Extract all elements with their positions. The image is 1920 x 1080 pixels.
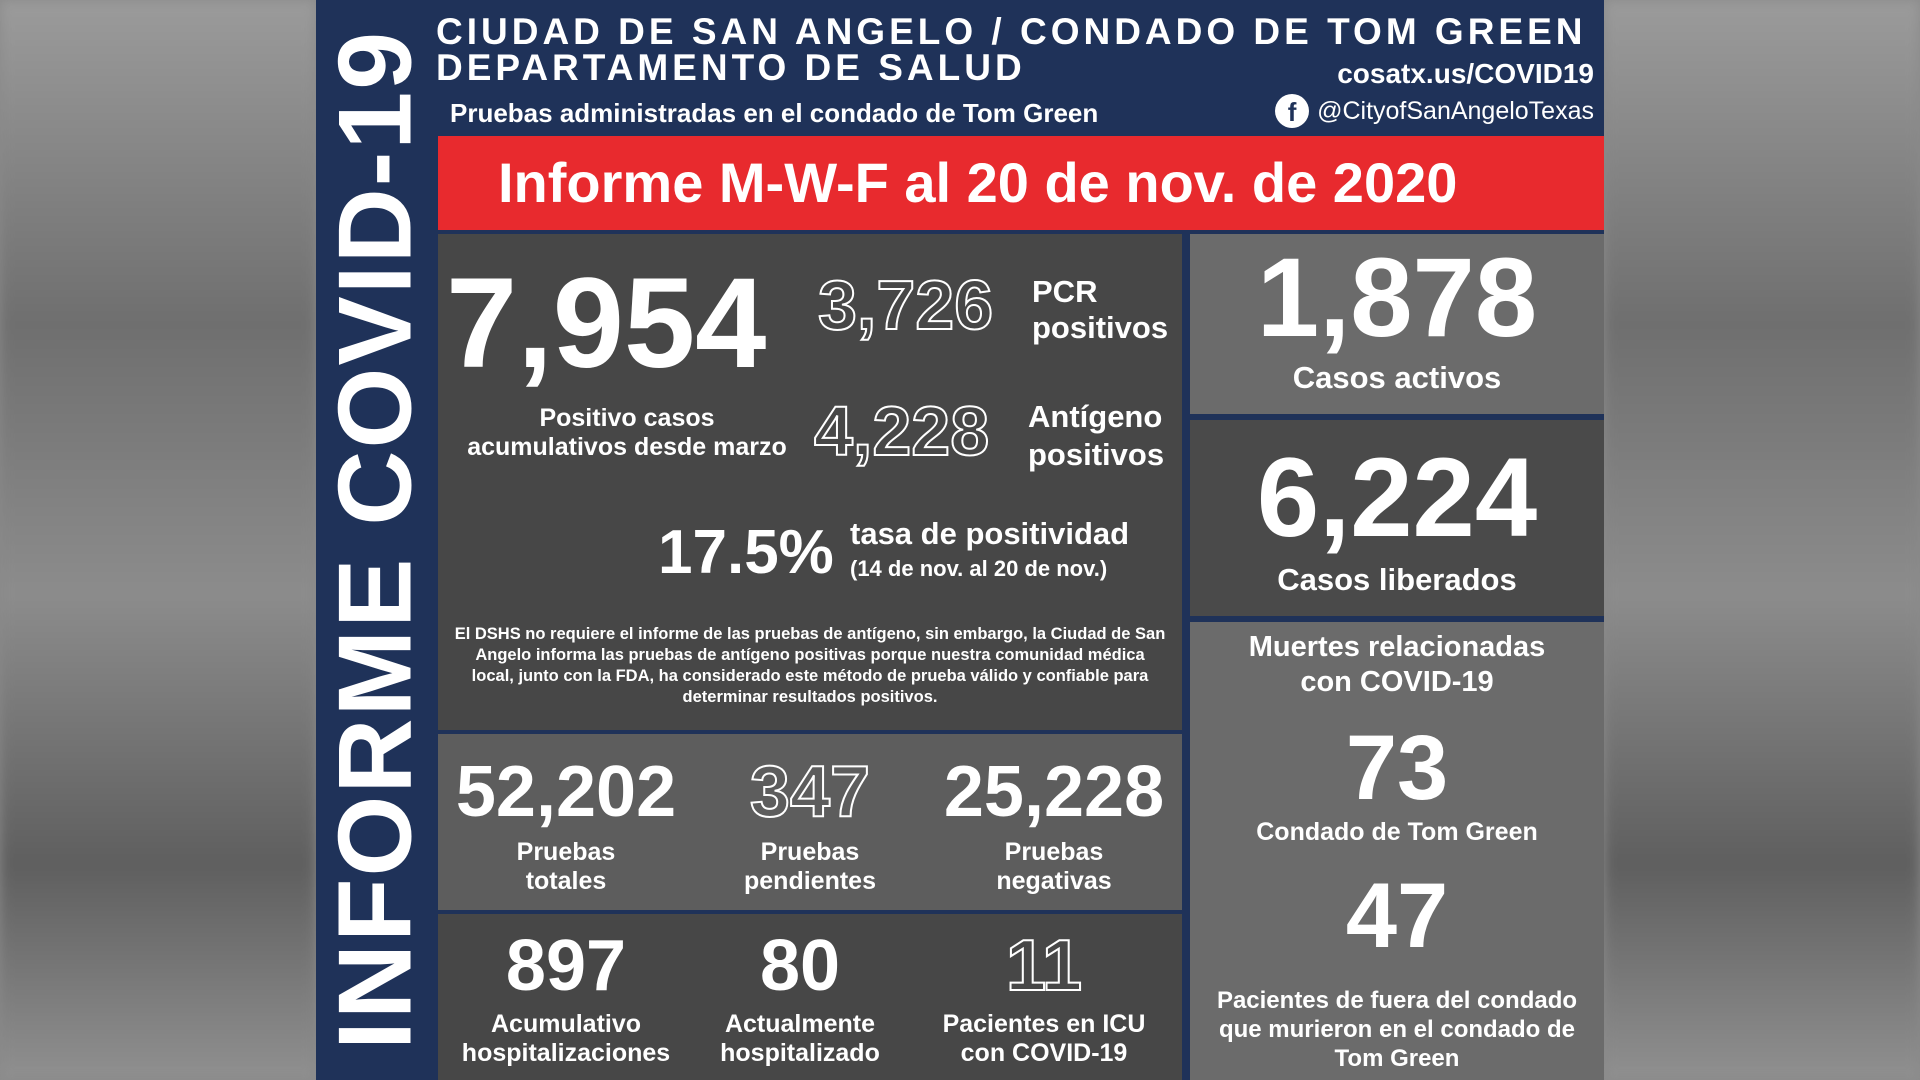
positivity-label: tasa de positividad	[850, 516, 1130, 551]
hospital-cumulative	[438, 928, 694, 1068]
hospital-current-value: 80	[759, 926, 841, 1006]
cumulative-cases-panel	[438, 234, 1182, 730]
tests-negative	[926, 754, 1182, 896]
tests-total-value: 52,202	[455, 752, 677, 832]
tests-panel	[438, 734, 1182, 910]
tests-total-label2: totales	[525, 867, 607, 895]
report-date-banner	[438, 136, 1604, 230]
deaths-county-value: 73	[1345, 717, 1449, 819]
positivity-value: 17.5%	[658, 518, 834, 587]
facebook-icon: f	[1275, 94, 1309, 128]
deaths-outside-line2: que murieron en el condado de	[1218, 1016, 1576, 1043]
positivity-range: (14 de nov. al 20 de nov.)	[850, 556, 1108, 581]
pcr-label	[1032, 274, 1168, 346]
hospital-icu-label1: Pacientes en ICU	[942, 1010, 1146, 1038]
side-title: INFORME COVID-19	[317, 29, 434, 1051]
deaths-panel	[1190, 622, 1604, 1080]
active-label: Casos activos	[1292, 360, 1502, 395]
antigen-label-line2: positivos	[1028, 437, 1165, 472]
tests-pending-label1: Pruebas	[760, 838, 860, 866]
active-value: 1,878	[1256, 235, 1538, 360]
hospital-icu	[916, 928, 1172, 1068]
antigen-label	[1028, 398, 1164, 474]
tests-total	[438, 754, 694, 896]
deaths-county-label: Condado de Tom Green	[1256, 818, 1538, 846]
banner-text: Informe M-W-F al 20 de nov. de 2020	[498, 151, 1458, 214]
deaths-title-line1: Muertes relacionadas	[1248, 631, 1546, 663]
cumulative-value: 7,954	[446, 252, 767, 395]
hospital-icu-label2: con COVID-19	[960, 1039, 1128, 1067]
deaths-outside-line1: Pacientes de fuera del condado	[1216, 987, 1578, 1014]
tests-negative-label1: Pruebas	[1004, 838, 1104, 866]
blurred-background-left	[0, 0, 316, 1080]
tests-pending-label2: pendientes	[744, 867, 876, 895]
tests-negative-label2: negativas	[996, 867, 1112, 895]
deaths-title	[1190, 630, 1604, 700]
deaths-outside-label	[1190, 986, 1604, 1073]
released-value: 6,224	[1256, 435, 1538, 560]
released-cases-panel	[1190, 420, 1604, 616]
side-title-bar	[316, 0, 436, 1080]
facebook-handle[interactable]	[1275, 94, 1594, 128]
deaths-outside-line3: Tom Green	[1334, 1045, 1460, 1072]
hospital-cumulative-label1: Acumulativo	[490, 1010, 642, 1038]
facebook-handle-text: @CityofSanAngeloTexas	[1317, 96, 1594, 125]
hospital-current-label2: hospitalizado	[720, 1039, 880, 1067]
tests-pending	[688, 754, 932, 896]
tests-negative-value: 25,228	[943, 752, 1165, 832]
deaths-title-line2: con COVID-19	[1300, 666, 1494, 698]
pcr-label-line2: positivos	[1032, 310, 1169, 345]
pcr-value: 3,726	[818, 266, 994, 344]
cumulative-label-line1: Positivo casos	[539, 404, 715, 432]
hospital-current-label1: Actualmente	[724, 1010, 876, 1038]
header-line1: CIUDAD DE SAN ANGELO / CONDADO DE TOM GREEN	[436, 11, 1587, 52]
covid-report-poster	[316, 0, 1604, 1080]
hospital-cumulative-value: 897	[505, 926, 627, 1006]
antigen-note: El DSHS no requiere el informe de las pruebas de antígeno, sin embargo, la Ciudad de San Angelo informa las pruebas de antígeno positivas porque nuestra comunidad médica local, junto con la FDA, ha considerado este método de prueba válido y confiable para determinar resultados positivos.	[454, 625, 1166, 706]
blurred-background-right	[1604, 0, 1920, 1080]
antigen-label-line1: Antígeno	[1028, 399, 1163, 434]
antigen-value: 4,228	[814, 392, 990, 470]
header-subtitle: Pruebas administradas en el condado de Tom Green	[450, 98, 1099, 128]
cumulative-label-line2: acumulativos desde marzo	[467, 433, 787, 461]
pcr-label-line1: PCR	[1032, 274, 1098, 309]
active-cases-panel	[1190, 234, 1604, 414]
released-label: Casos liberados	[1277, 562, 1517, 597]
hospital-icu-value: 11	[1005, 926, 1083, 1006]
tests-pending-value: 347	[749, 752, 871, 832]
hospitalization-panel	[438, 914, 1182, 1080]
cumulative-label	[448, 404, 806, 462]
header-line2: DEPARTAMENTO DE SALUD	[436, 47, 1026, 88]
deaths-outside-value: 47	[1345, 865, 1449, 967]
hospital-current	[678, 928, 922, 1068]
hospital-cumulative-label2: hospitalizaciones	[461, 1039, 671, 1067]
tests-total-label1: Pruebas	[516, 838, 616, 866]
website-link[interactable]: cosatx.us/COVID19	[1337, 58, 1594, 89]
